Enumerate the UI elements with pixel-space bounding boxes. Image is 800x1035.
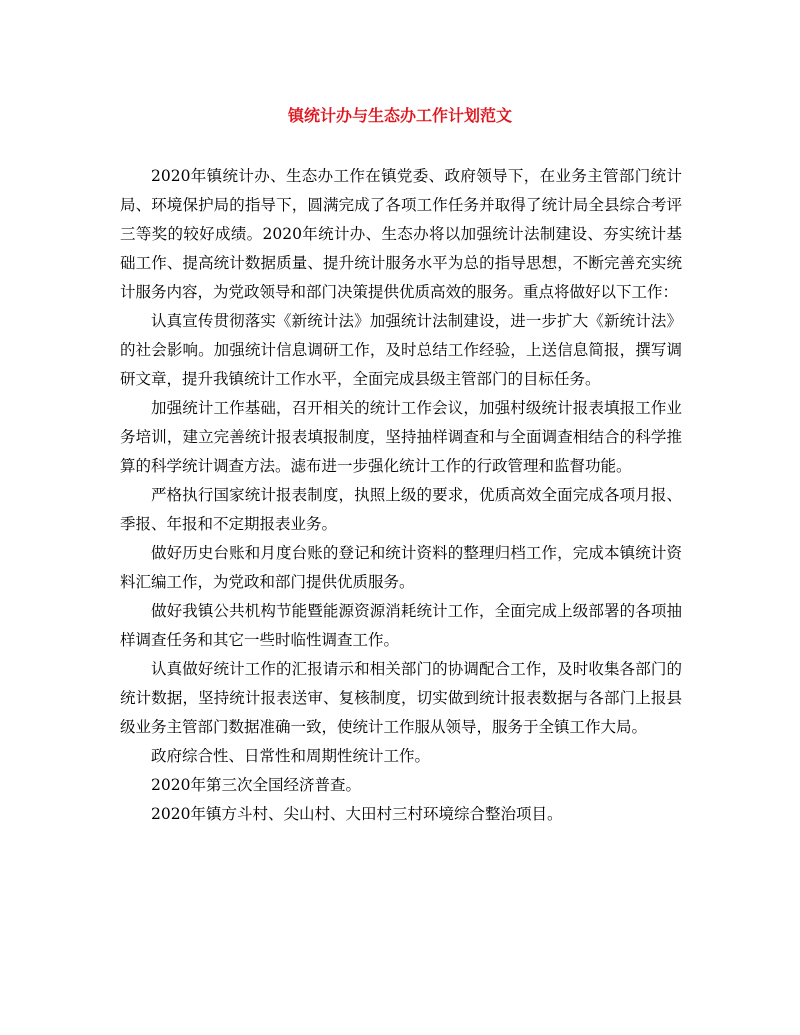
paragraph-environment-project: 2020年镇方斗村、尖山村、大田村三村环境综合整治项目。 <box>151 805 563 823</box>
paragraph-statistics-law: 认真宣传贯彻落实《新统计法》加强统计法制建设，进一步扩大《新统计法》的社会影响。加强统计信息调研工作，及时总结工作经验，上送信息简报，撰写调研文章，提升我镇统计工作水平，全面完成县级主管部门的目标任务。 <box>120 312 682 388</box>
document-title: 镇统计办与生态办工作计划范文 <box>287 106 512 125</box>
paragraph-routine-work: 政府综合性、日常性和周期性统计工作。 <box>151 747 431 765</box>
paragraph-ledger-archive: 做好历史台账和月度台账的登记和统计资料的整理归档工作，完成本镇统计资料汇编工作，为党政和部门提供优质服务。 <box>120 544 682 591</box>
document-body <box>120 162 682 829</box>
paragraph-statistics-foundation: 加强统计工作基础，召开相关的统计工作会议，加强村级统计报表填报工作业务培训，建立完善统计报表填报制度，坚持抽样调查和与全面调查相结合的科学推算的科学统计调查方法。滤布进一步强化统计工作的行政管理和监督功能。 <box>120 399 682 475</box>
paragraph-intro: 2020年镇统计办、生态办工作在镇党委、政府领导下，在业务主管部门统计局、环境保护局的指导下，圆满完成了各项工作任务并取得了统计局全县综合考评三等奖的较好成绩。2020年统计办、生态办将以加强统计法制建设、夯实统计基础工作、提高统计数据质量、提升统计服务水平为总的指导思想，不断完善充实统计服务内容，为党政领导和部门决策提供优质高效的服务。重点将做好以下工作： <box>120 167 682 301</box>
paragraph-coordination: 认真做好统计工作的汇报请示和相关部门的协调配合工作，及时收集各部门的统计数据，坚持统计报表送审、复核制度，切实做到统计报表数据与各部门上报县级业务主管部门数据准确一致，使统计工作服从领导，服务于全镇工作大局。 <box>120 660 682 736</box>
paragraph-report-system: 严格执行国家统计报表制度，执照上级的要求，优质高效全面完成各项月报、季报、年报和不定期报表业务。 <box>120 486 682 533</box>
paragraph-energy-statistics: 做好我镇公共机构节能暨能源资源消耗统计工作，全面完成上级部署的各项抽样调查任务和其它一些时临性调查工作。 <box>120 602 682 649</box>
paragraph-economic-census: 2020年第三次全国经济普查。 <box>151 776 361 794</box>
